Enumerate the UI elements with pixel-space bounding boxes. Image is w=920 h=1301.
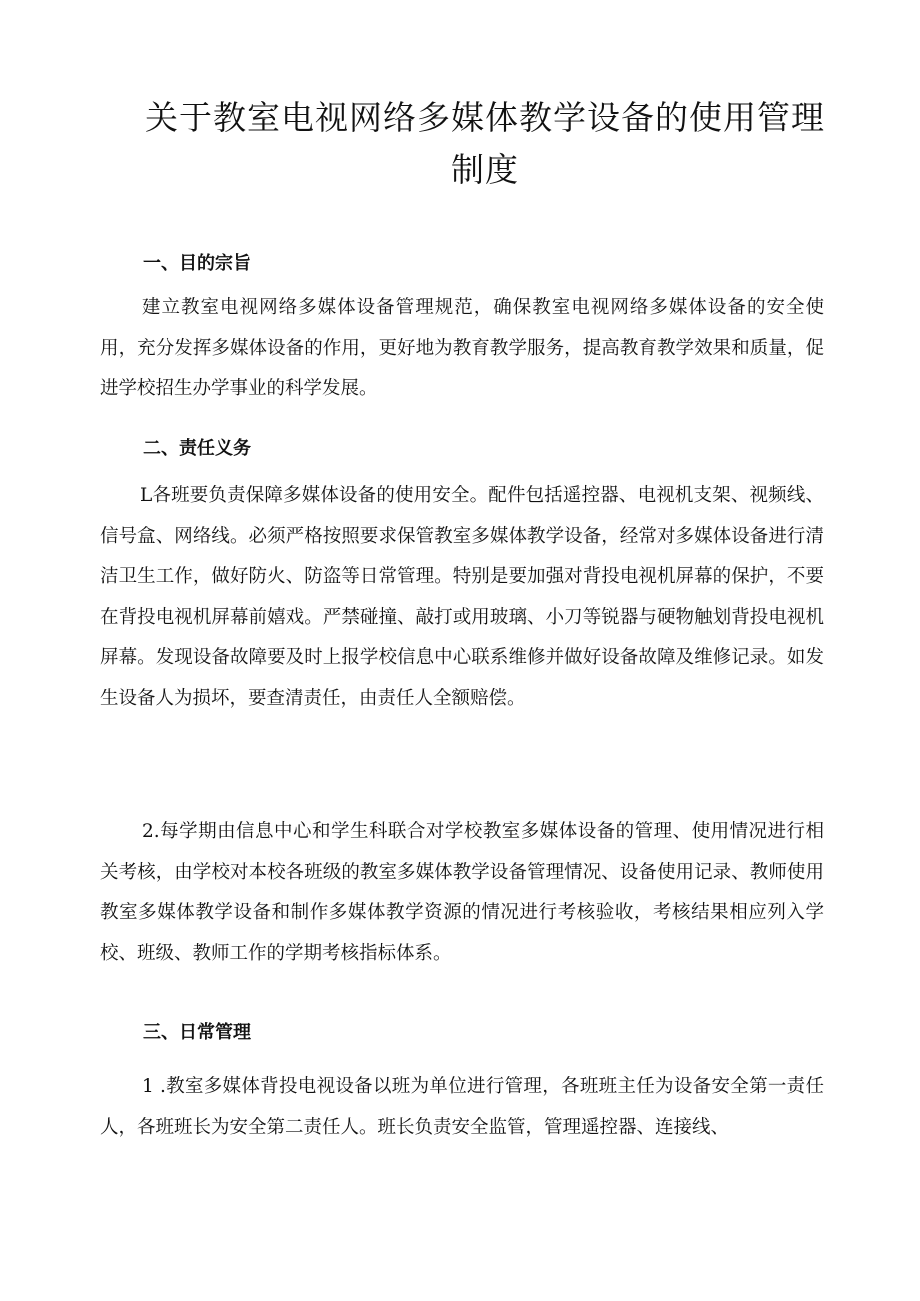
section-heading-responsibility: 二、责任义务 [143,438,251,459]
section-heading-daily-management: 三、日常管理 [143,1022,251,1043]
paragraph-daily-management-1: 1 .教室多媒体背投电视设备以班为单位进行管理，各班班主任为设备安全第一责任人，各班班长为安全第二责任人。班长负责安全监管，管理遥控器、连接线、 [100,1076,824,1138]
paragraph-responsibility-2: 2.每学期由信息中心和学生科联合对学校教室多媒体设备的管理、使用情况进行相关考核，由学校对本校各班级的教室多媒体教学设备管理情况、设备使用记录、教师使用教室多媒体教学设备和制作多媒体教学资源的情况进行考核验收，考核结果相应列入学校、班级、教师工作的学期考核指标体系。 [100,821,824,964]
paragraph-responsibility-1: L各班要负责保障多媒体设备的使用安全。配件包括遥控器、电视机支架、视频线、信号盒、网络线。必须严格按照要求保管教室多媒体教学设备，经常对多媒体设备进行清洁卫生工作，做好防火、防盗等日常管理。特别是要加强对背投电视机屏幕的保护，不要在背投电视机屏幕前嬉戏。严禁碰撞、敲打或用玻璃、小刀等锐器与硬物触划背投电视机屏幕。发现设备故障要及时上报学校信息中心联系维修并做好设备故障及维修记录。如发生设备人为损坏，要查清责任，由责任人全额赔偿。 [100,485,824,709]
document-title: 关于教室电视网络多媒体教学设备的使用管理制度 [145,98,825,189]
section-heading-purpose: 一、目的宗旨 [143,253,251,274]
paragraph-purpose: 建立教室电视网络多媒体设备管理规范，确保教室电视网络多媒体设备的安全使用，充分发挥多媒体设备的作用，更好地为教育教学服务，提高教育教学效果和质量，促进学校招生办学事业的科学发展。 [100,297,824,399]
